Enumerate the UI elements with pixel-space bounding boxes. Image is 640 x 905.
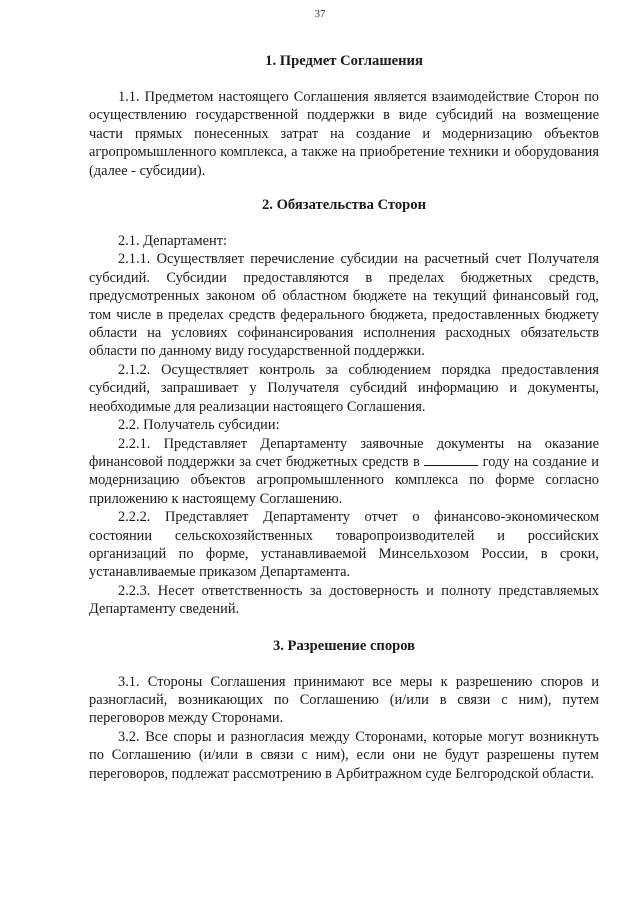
paragraph-1-1: 1.1. Предметом настоящего Соглашения является взаимодействие Сторон по осуществлению государственной поддержки в виде субсидий на возмещение части прямых понесенных затрат на создание и модернизацию объектов агропромышленного комплекса, а также на приобретение техники и оборудования (далее - субсидии). [89, 89, 599, 179]
paragraph-2-1-2: 2.1.2. Осуществляет контроль за соблюдением порядка предоставления субсидий, запрашивает у Получателя субсидий информацию и документы, необходимые для реализации настоящего Соглашения. [89, 361, 599, 415]
section-1-heading: 1. Предмет Соглашения [265, 53, 423, 69]
paragraph-2-2: 2.2. Получатель субсидии: [118, 417, 280, 434]
page-number: 37 [314, 8, 326, 20]
year-blank-line [424, 453, 478, 466]
paragraph-2-2-3: 2.2.3. Несет ответственность за достоверность и полноту представляемых Департаменту сведений. [89, 582, 599, 618]
paragraph-2-1-1: 2.1.1. Осуществляет перечисление субсидии на расчетный счет Получателя субсидий. Субсидии предоставляются в пределах бюджетных средств, предусмотренных законом об областном бюджете на текущий финансовый год, том числе в пределах средств федерального бюджета, предоставленных бюджету области на условиях софинансирования исполнения расходных обязательств области по данному виду государственной поддержки. [89, 251, 599, 360]
section-3-heading: 3. Разрешение споров [272, 637, 416, 654]
paragraph-2-2-1 [89, 435, 599, 509]
paragraph-3-1: 3.1. Стороны Соглашения принимают все меры к разрешению споров и разногласий, возникающих по Соглашению (и/или в связи с ним), путем переговоров между Сторонами. [89, 673, 599, 727]
paragraph-2-2-1-part-a: 2.2.1. Представляет Департаменту заявочные документы на оказание финансовой поддержки за счет бюджетных средств в [89, 435, 599, 470]
document-body [89, 52, 599, 783]
paragraph-2-2-1-part-b: году на создание и модернизацию объектов агропромышленного комплекса по форме согласно приложению к настоящему Соглашению. [89, 453, 599, 507]
paragraph-2-1: 2.1. Департамент: [118, 233, 227, 250]
paragraph-3-2: 3.2. Все споры и разногласия между Сторонами, которые могут возникнуть по Соглашению (и/или в связи с ним), если они не будут разрешены путем переговоров, подлежат рассмотрению в Арбитражном суде Белгородской области. [89, 728, 599, 782]
paragraph-2-2-2: 2.2.2. Представляет Департаменту отчет о финансово-экономическом состоянии сельскохозяйственных товаропроизводителей и российских организаций по форме, устанавливаемой Минсельхозом России, в сроки, устанавливаемые приказом Департамента. [89, 509, 599, 581]
section-2-heading: 2. Обязательства Сторон [261, 197, 427, 214]
